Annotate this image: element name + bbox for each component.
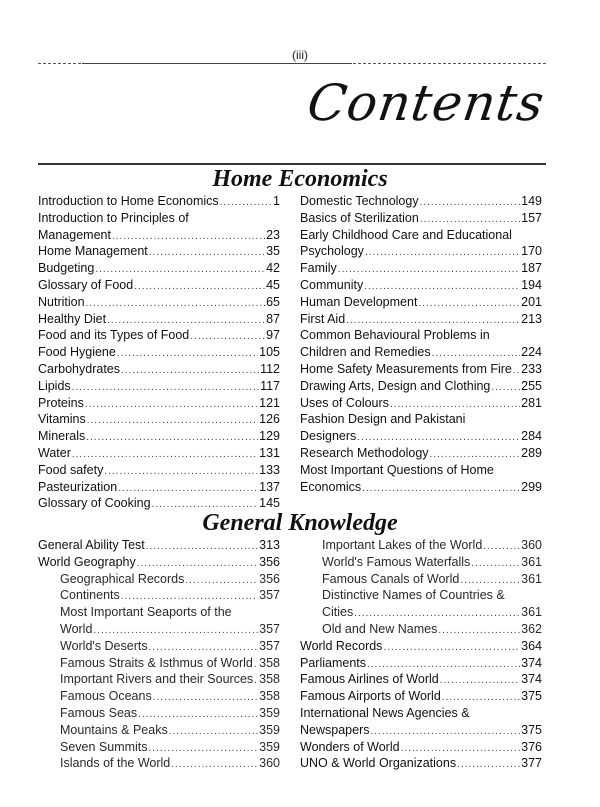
- toc-entry-title: Proteins: [38, 395, 84, 410]
- toc-entry-page: 129: [259, 429, 280, 444]
- dot-leader: [438, 623, 520, 640]
- toc-entry-page: 157: [521, 210, 542, 225]
- page-title: Contents: [303, 74, 549, 132]
- toc-entry-page: 362: [521, 621, 542, 636]
- toc-entry-page: 35: [266, 244, 280, 259]
- toc-entry-page: 361: [521, 605, 542, 620]
- dot-leader: [362, 481, 520, 498]
- toc-entry-page: 357: [259, 588, 280, 603]
- dot-leader: [153, 690, 258, 707]
- toc-entry-title: Important Lakes of the World: [322, 538, 483, 552]
- toc-entry[interactable]: [300, 554, 542, 571]
- toc-entry-page: 357: [259, 638, 280, 653]
- toc-entry-title: Glossary of Food: [38, 277, 134, 292]
- toc-entry-page: 126: [259, 412, 280, 427]
- dot-leader: [190, 329, 265, 346]
- toc-column-general-knowledge-left: [38, 537, 280, 772]
- toc-entry[interactable]: [38, 361, 280, 378]
- toc-entry-title: Psychology: [300, 244, 364, 259]
- toc-entry[interactable]: [38, 411, 280, 428]
- toc-entry[interactable]: [38, 260, 280, 277]
- toc-entry[interactable]: [38, 227, 280, 244]
- toc-entry-page: 374: [521, 672, 542, 687]
- toc-entry-title: Minerals: [38, 429, 86, 444]
- toc-entry-title: Mountains & Peaks: [60, 722, 168, 737]
- dot-leader: [149, 245, 265, 262]
- toc-entry[interactable]: [38, 621, 280, 638]
- toc-entry-title: Nutrition: [38, 294, 85, 309]
- toc-entry-page: 224: [521, 345, 542, 360]
- toc-entry[interactable]: [38, 571, 280, 588]
- dot-leader: [383, 640, 520, 657]
- toc-entry[interactable]: [300, 260, 542, 277]
- toc-entry-page: 201: [521, 294, 542, 309]
- section-heading-home-economics: Home Economics: [212, 166, 388, 192]
- toc-entry-page: 42: [266, 261, 280, 276]
- toc-entry-title: Children and Remedies: [300, 345, 431, 360]
- toc-entry[interactable]: [38, 554, 280, 571]
- toc-entry[interactable]: [38, 739, 280, 756]
- toc-entry-page: 374: [521, 655, 542, 670]
- dot-leader: [169, 724, 258, 741]
- dot-leader: [440, 673, 520, 690]
- toc-entry-page: 149: [521, 194, 542, 208]
- toc-entry-title: Food Hygiene: [38, 345, 116, 360]
- section-heading-general-knowledge: General Knowledge: [202, 510, 398, 536]
- top-rule-solid: [82, 63, 352, 64]
- toc-entry-title: Community: [300, 277, 364, 292]
- toc-entry-title: Famous Airports of World: [300, 689, 441, 704]
- dot-leader: [121, 363, 259, 380]
- toc-entry-title-line[interactable]: International News Agencies &: [300, 705, 470, 720]
- toc-entry-page: 359: [259, 705, 280, 720]
- toc-entry[interactable]: [300, 688, 542, 705]
- toc-entry-title-line[interactable]: Common Behavioural Problems in: [300, 328, 490, 343]
- toc-entry[interactable]: [38, 327, 280, 344]
- dot-leader: [365, 245, 520, 262]
- toc-entry-page: 117: [260, 378, 280, 393]
- toc-entry-title-line[interactable]: Introduction to Principles of: [38, 210, 189, 225]
- toc-entry-title: Famous Straits & Isthmus of World: [60, 655, 253, 670]
- toc-entry-page: 187: [521, 261, 542, 276]
- toc-entry-title: UNO & World Organizations: [300, 756, 457, 771]
- toc-entry-page: 121: [259, 395, 280, 410]
- toc-entry-page: 65: [266, 294, 280, 309]
- toc-entry[interactable]: [300, 210, 542, 227]
- toc-entry-page: 133: [259, 462, 280, 477]
- toc-entry-title: Cities: [322, 605, 354, 620]
- toc-entry[interactable]: [300, 294, 542, 311]
- toc-entry-title: Lipids: [38, 378, 71, 393]
- dot-leader: [220, 195, 272, 212]
- toc-entry-page: 170: [521, 244, 542, 259]
- toc-entry-title: Water: [38, 445, 71, 460]
- dot-leader: [87, 413, 258, 430]
- toc-entry[interactable]: [38, 537, 280, 554]
- toc-entry-title: Human Development: [300, 294, 418, 309]
- toc-entry-page: 23: [266, 227, 280, 242]
- toc-entry[interactable]: [300, 395, 542, 412]
- toc-entry-title: Management: [38, 227, 111, 242]
- toc-entry[interactable]: [300, 755, 542, 772]
- toc-entry[interactable]: [38, 638, 280, 655]
- dot-leader: [471, 556, 520, 573]
- toc-entry-page: 375: [521, 722, 542, 737]
- toc-entry-page: 45: [266, 277, 280, 292]
- toc-entry-title: Wonders of World: [300, 739, 400, 754]
- toc-entry[interactable]: [300, 361, 542, 378]
- dot-leader: [185, 573, 258, 590]
- toc-entry[interactable]: [38, 311, 280, 328]
- toc-entry-title: Famous Canals of World: [322, 571, 460, 586]
- toc-entry-title: Geographical Records: [60, 571, 185, 586]
- toc-entry[interactable]: [300, 655, 542, 672]
- dot-leader: [117, 346, 258, 363]
- toc-entry-page: 281: [521, 395, 542, 410]
- toc-entry[interactable]: [38, 428, 280, 445]
- toc-entry-title: Uses of Colours: [300, 395, 389, 410]
- dot-leader: [86, 430, 258, 447]
- toc-entry-page: 97: [266, 328, 280, 343]
- toc-entry[interactable]: [300, 344, 542, 361]
- toc-entry[interactable]: [38, 243, 280, 260]
- toc-entry-page: 194: [521, 277, 542, 292]
- toc-entry-title-line[interactable]: Early Childhood Care and Educational: [300, 227, 512, 242]
- toc-entry[interactable]: [300, 277, 542, 294]
- toc-column-home-economics-right: [300, 193, 542, 495]
- toc-entry[interactable]: [300, 311, 542, 328]
- dot-leader: [491, 380, 520, 397]
- toc-entry[interactable]: [300, 378, 542, 395]
- dot-leader: [146, 539, 258, 556]
- toc-entry-title: Carbohydrates: [38, 361, 120, 376]
- dot-leader: [86, 296, 266, 313]
- toc-entry[interactable]: [38, 479, 280, 496]
- dot-leader: [254, 657, 258, 674]
- toc-entry-title: Home Management: [38, 244, 148, 259]
- toc-entry-page: 361: [521, 554, 542, 569]
- toc-entry[interactable]: [38, 277, 280, 294]
- toc-entry-title: Home Safety Measurements from Fire: [300, 361, 512, 376]
- toc-entry-page: 284: [521, 429, 542, 444]
- toc-entry-title: Famous Oceans: [60, 689, 152, 704]
- toc-entry-page: 112: [260, 361, 280, 376]
- toc-entry-title: Seven Summits: [60, 739, 148, 754]
- toc-entry-page: 213: [521, 311, 542, 326]
- toc-entry-title: Research Methodology: [300, 445, 429, 460]
- toc-entry[interactable]: [300, 739, 542, 756]
- toc-entry[interactable]: [300, 671, 542, 688]
- dot-leader: [483, 539, 520, 556]
- toc-entry-page: 377: [521, 756, 542, 771]
- toc-entry-page: 358: [259, 672, 280, 687]
- toc-entry-title-line[interactable]: Distinctive Names of Countries &: [322, 588, 505, 603]
- toc-entry-title: Glossary of Cooking: [38, 496, 151, 511]
- toc-entry-page: 359: [259, 722, 280, 737]
- dot-leader: [254, 673, 258, 690]
- toc-entry[interactable]: [38, 671, 280, 688]
- toc-entry[interactable]: [38, 445, 280, 462]
- toc-entry-title: Basics of Sterilization: [300, 210, 419, 225]
- toc-entry-title: Islands of the World: [60, 756, 171, 771]
- toc-entry-title: General Ability Test: [38, 538, 145, 552]
- toc-entry-title: First Aid: [300, 311, 346, 326]
- toc-entry[interactable]: [38, 462, 280, 479]
- toc-entry[interactable]: [300, 479, 542, 496]
- toc-entry-page: 87: [266, 311, 280, 326]
- toc-entry-page: 356: [259, 571, 280, 586]
- toc-entry-page: 361: [521, 571, 542, 586]
- toc-entry-title: Food and its Types of Food: [38, 328, 190, 343]
- toc-entry-page: 358: [259, 655, 280, 670]
- toc-entry-title: Economics: [300, 479, 362, 494]
- toc-entry[interactable]: [38, 378, 280, 395]
- toc-entry-title: Family: [300, 261, 337, 276]
- toc-column-home-economics-left: [38, 193, 280, 512]
- toc-entry-page: 289: [521, 445, 542, 460]
- toc-entry[interactable]: [300, 445, 542, 462]
- toc-entry-page: 356: [259, 554, 280, 569]
- dot-leader: [104, 464, 258, 481]
- toc-entry-title: Famous Seas: [60, 705, 138, 720]
- toc-entry-title-line[interactable]: Fashion Design and Pakistani: [300, 412, 466, 427]
- toc-entry[interactable]: [300, 193, 542, 210]
- dot-leader: [134, 279, 265, 296]
- toc-entry-title: World Records: [300, 638, 383, 653]
- toc-entry-page: 105: [259, 345, 280, 360]
- dot-leader: [457, 757, 520, 774]
- toc-entry-title: World: [60, 621, 93, 636]
- toc-entry-page: 313: [259, 538, 280, 552]
- dot-leader: [418, 296, 520, 313]
- toc-entry-title: Continents: [60, 588, 120, 603]
- toc-entry-title: Newspapers: [300, 722, 370, 737]
- dot-leader: [420, 195, 521, 212]
- toc-entry[interactable]: [38, 294, 280, 311]
- toc-entry[interactable]: [38, 722, 280, 739]
- toc-entry-page: 375: [521, 689, 542, 704]
- toc-entry[interactable]: [300, 638, 542, 655]
- toc-entry-title: Budgeting: [38, 261, 95, 276]
- dot-leader: [513, 363, 520, 380]
- title-rule: [38, 163, 546, 165]
- toc-entry-page: 255: [521, 378, 542, 393]
- toc-entry[interactable]: [300, 621, 542, 638]
- toc-entry[interactable]: [300, 722, 542, 739]
- toc-entry[interactable]: [38, 755, 280, 772]
- toc-entry-page: 137: [259, 479, 280, 494]
- toc-entry-title: Introduction to Home Economics: [38, 194, 219, 208]
- toc-entry[interactable]: [300, 428, 542, 445]
- toc-entry-title: Food safety: [38, 462, 104, 477]
- toc-entry-title: Drawing Arts, Design and Clothing: [300, 378, 491, 393]
- toc-entry-page: 376: [521, 739, 542, 754]
- toc-entry[interactable]: [38, 193, 280, 210]
- toc-entry[interactable]: [300, 571, 542, 588]
- page-number: (iii): [292, 48, 308, 62]
- toc-entry-page: 357: [259, 621, 280, 636]
- toc-entry[interactable]: [38, 705, 280, 722]
- toc-entry-page: 359: [259, 739, 280, 754]
- toc-entry-title: Pasteurization: [38, 479, 118, 494]
- toc-entry[interactable]: [38, 395, 280, 412]
- toc-entry-title-line[interactable]: Most Important Seaports of the: [60, 605, 232, 620]
- toc-entry[interactable]: [300, 243, 542, 260]
- toc-entry-title: Old and New Names: [322, 621, 438, 636]
- toc-entry-page: 358: [259, 689, 280, 704]
- toc-entry-title: Healthy Diet: [38, 311, 107, 326]
- toc-entry-page: 360: [259, 756, 280, 771]
- toc-entry-title: Domestic Technology: [300, 194, 419, 208]
- toc-entry-page: 233: [521, 361, 542, 376]
- dot-leader: [338, 262, 520, 279]
- toc-entry-title: Designers: [300, 429, 357, 444]
- dot-leader: [171, 757, 258, 774]
- dot-leader: [85, 397, 258, 414]
- toc-entry[interactable]: [300, 604, 542, 621]
- toc-entry-page: 1: [273, 194, 280, 208]
- toc-entry-page: 364: [521, 638, 542, 653]
- toc-entry-page: 299: [521, 479, 542, 494]
- toc-entry-title: Parliaments: [300, 655, 366, 670]
- toc-entry-title: World Geography: [38, 554, 136, 569]
- dot-leader: [72, 380, 259, 397]
- toc-entry-title: Famous Airlines of World: [300, 672, 439, 687]
- toc-entry[interactable]: [38, 344, 280, 361]
- toc-entry-title: Vitamins: [38, 412, 86, 427]
- toc-entry[interactable]: [300, 537, 542, 554]
- toc-column-general-knowledge-right: [300, 537, 542, 772]
- toc-entry[interactable]: [38, 655, 280, 672]
- toc-entry-title-line[interactable]: Most Important Questions of Home: [300, 462, 494, 477]
- toc-entry-title: World's Deserts: [60, 638, 148, 653]
- toc-entry-page: 131: [259, 445, 280, 460]
- toc-entry[interactable]: [38, 688, 280, 705]
- toc-entry-title: Important Rivers and their Sources: [60, 672, 254, 687]
- toc-entry-title: World's Famous Waterfalls: [322, 554, 471, 569]
- toc-entry-page: 360: [521, 538, 542, 552]
- toc-entry[interactable]: [38, 587, 280, 604]
- toc-entry-page: 145: [259, 496, 280, 511]
